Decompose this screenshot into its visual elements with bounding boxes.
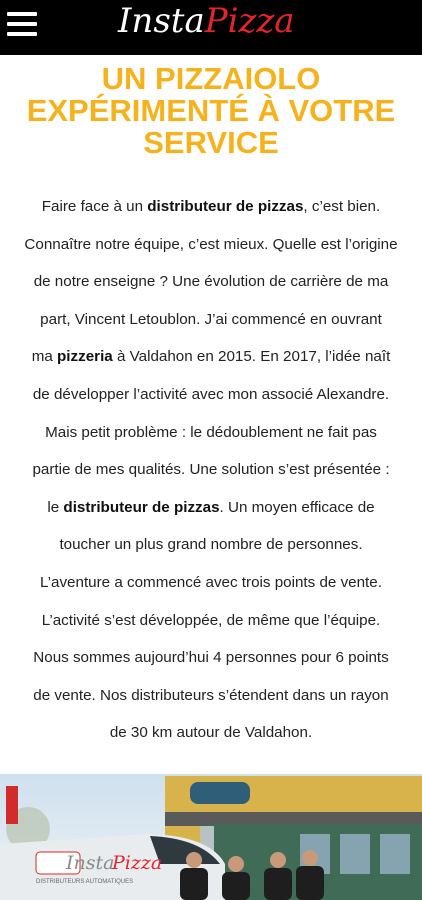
van-tagline: DISTRIBUTEURS AUTOMATIQUES: [36, 879, 134, 885]
team-photo-illustration: [0, 774, 422, 900]
van-logo-insta: Insta: [66, 852, 115, 874]
paragraph-line: Faire face à un distributeur de pizzas, c’est bien.: [41, 198, 381, 215]
paragraph-line: Mais petit problème : le dédoublement ne fait pas: [45, 423, 377, 441]
paragraph-line: L’activité s’est développée, de même que l’équipe.: [41, 611, 381, 629]
logo-text-insta: Insta: [118, 1, 205, 41]
site-logo[interactable]: [118, 0, 295, 49]
paragraph-line: de notre enseigne ? Une évolution de carrière de ma: [33, 273, 389, 291]
page-headline: [0, 63, 422, 159]
paragraph-line: ma pizzeria à Valdahon en 2015. En 2017, l’idée naît: [31, 348, 391, 366]
bold-keyword: pizzeria: [57, 348, 113, 366]
bold-keyword: distributeur de pizzas: [63, 498, 220, 516]
paragraph-line: L’aventure a commencé avec trois points de vente.: [40, 573, 382, 591]
paragraph-line: de développer l’activité avec mon associé Alexandre.: [32, 385, 390, 403]
bold-keyword: distributeur de pizzas: [147, 198, 304, 215]
logo-text-pizza: Pizza: [204, 1, 295, 41]
paragraph-line: part, Vincent Letoublon. J’ai commencé en ouvrant: [40, 310, 382, 328]
top-navigation-bar: [0, 0, 422, 55]
paragraph-line: de 30 km autour de Valdahon.: [109, 724, 313, 742]
headline-line: EXPÉRIMENTÉ À VOTRE: [26, 93, 396, 128]
paragraph-line: toucher un plus grand nombre de personnes.: [59, 536, 363, 554]
headline-line: SERVICE: [143, 125, 279, 160]
headline-line: UN PIZZAIOLO: [101, 61, 321, 96]
paragraph-line: Nous sommes aujourd’hui 4 personnes pour 6 points: [33, 649, 389, 667]
hamburger-menu-icon[interactable]: [7, 11, 37, 37]
team-photo: [0, 774, 422, 900]
paragraph-line: de vente. Nos distributeurs s’étendent dans un rayon: [33, 686, 389, 704]
paragraph-line: Connaître notre équipe, c’est mieux. Quelle est l’origine: [24, 235, 398, 253]
paragraph-line: le distributeur de pizzas. Un moyen efficace de: [47, 498, 375, 516]
paragraph-line: partie de mes qualités. Une solution s’est présentée :: [32, 461, 390, 479]
van-logo-pizza: Pizza: [112, 852, 163, 874]
about-paragraph: [0, 188, 422, 752]
